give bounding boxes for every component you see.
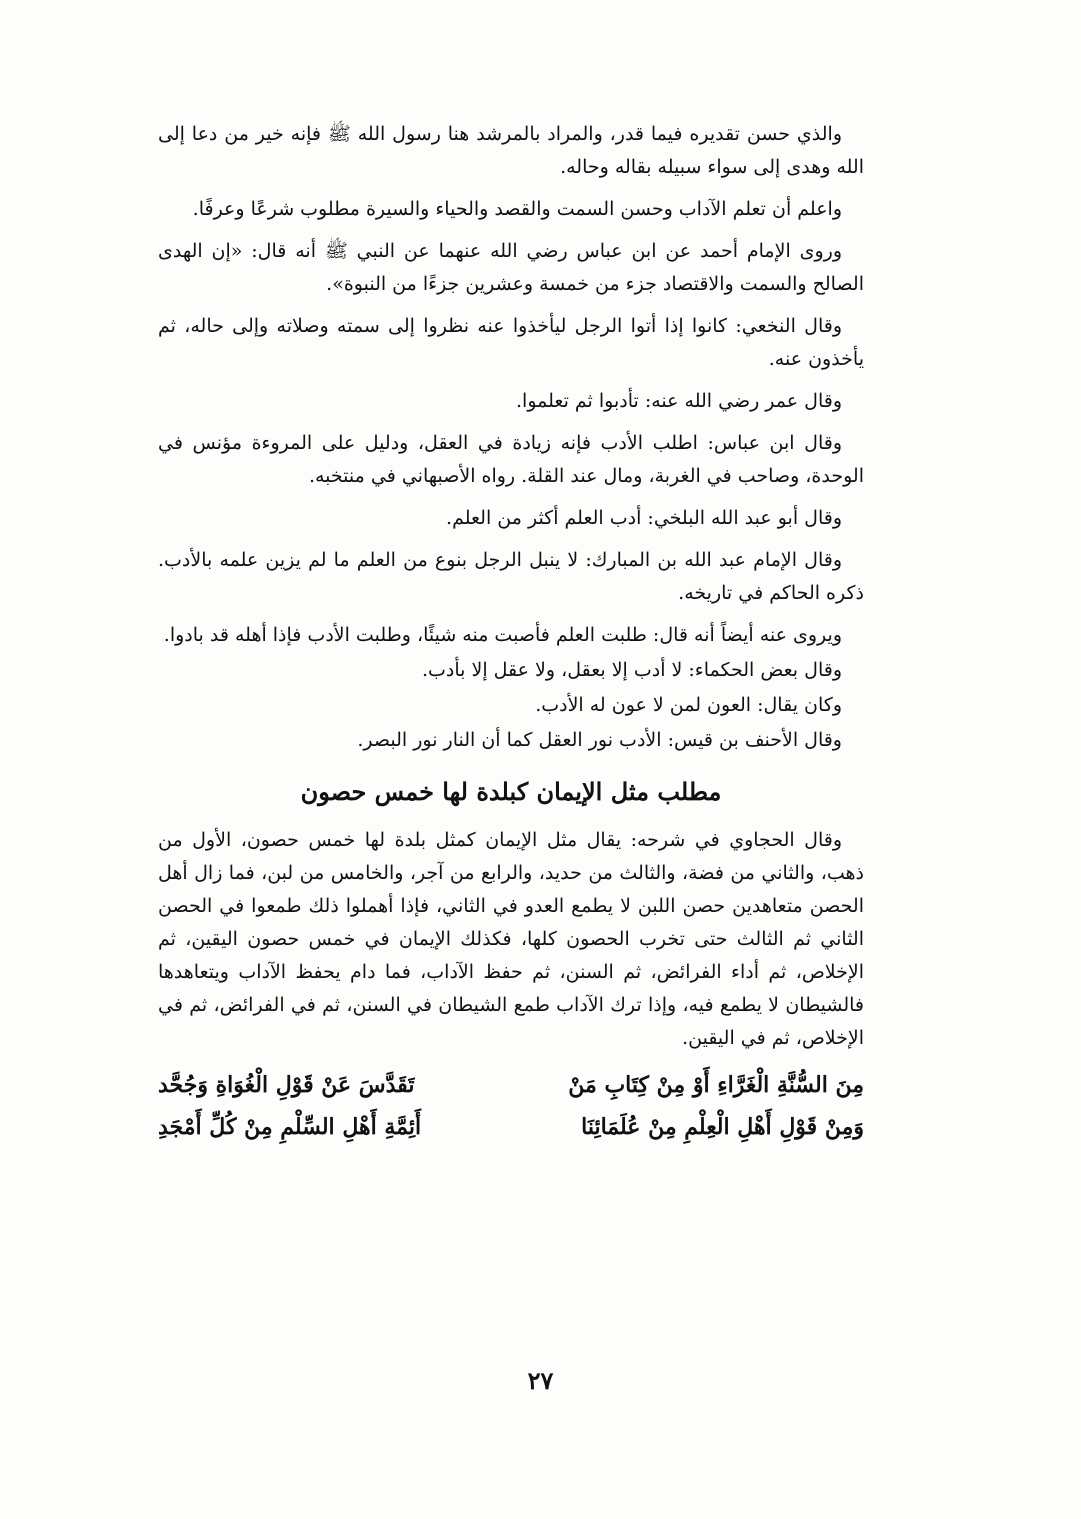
page-number: ٢٧	[527, 1366, 554, 1395]
poem-verse	[158, 1106, 864, 1148]
paragraph: وروى الإمام أحمد عن ابن عباس رضي الله عنهما عن النبي ﷺ أنه قال: «إن الهدى الصالح والسمت والاقتصاد جزء من خمسة وعشرين جزءًا من النبوة».	[158, 240, 864, 295]
verse-hemistich: أَئِمَّةِ أَهْلِ السِّلْمِ مِنْ كُلِّ أَمْجَدِ	[158, 1114, 422, 1140]
paragraph: وقال الأحنف بن قيس: الأدب نور العقل كما أن النار نور البصر.	[357, 729, 842, 751]
section-paragraph: وقال الحجاوي في شرحه: يقال مثل الإيمان كمثل بلدة لها خمس حصون، الأول من ذهب، والثاني من فضة، والثالث من حديد، والرابع من آجر، والخامس من لبن، فما زال أهل الحصن متعاهدين حصن اللبن لا يطمع العدو في الثاني، فإذا أهملوا ذلك طمعوا في الحصن الثاني ثم الثالث حتى تخرب الحصون كلها، فكذلك الإيمان في خمس حصون اليقين، ثم الإخلاص، ثم أداء الفرائض، ثم السنن، ثم حفظ الآداب، فما دام يحفظ الآداب ويتعاهدها فالشيطان لا يطمع فيه، وإذا ترك الآداب طمع الشيطان في السنن، ثم في الفرائض، ثم في الإخلاص، ثم في اليقين.	[158, 829, 864, 1049]
poem-verse	[158, 1064, 864, 1106]
paragraph: وقال الإمام عبد الله بن المبارك: لا ينبل الرجل بنوع من العلم ما لم يزين علمه بالأدب. ذكره الحاكم في تاريخه.	[158, 549, 864, 604]
poem	[158, 1064, 864, 1148]
paragraph: وقال بعض الحكماء: لا أدب إلا بعقل، ولا عقل إلا بأدب.	[421, 659, 842, 681]
paragraph: وقال عمر رضي الله عنه: تأدبوا ثم تعلموا.	[516, 390, 842, 412]
verse-hemistich: وَمِنْ قَوْلِ أَهْلِ الْعِلْمِ مِنْ عُلَمَائِنَا	[581, 1114, 864, 1140]
verse-hemistich: تَقَدَّسَ عَنْ قَوْلِ الْغُوَاةِ وَجُحَّد	[158, 1072, 415, 1098]
paragraph: واعلم أن تعلم الآداب وحسن السمت والقصد والحياء والسيرة مطلوب شرعًا وعرفًا.	[192, 198, 842, 220]
verse-hemistich: مِنَ السُّنَّةِ الْغَرَّاءِ أَوْ مِنْ كِتَابِ مَنْ	[568, 1072, 864, 1098]
paragraph: والذي حسن تقديره فيما قدر، والمراد بالمرشد هنا رسول الله ﷺ فإنه خير من دعا إلى الله وهدى إلى سواء سبيله بقاله وحاله.	[158, 123, 864, 178]
paragraph: وقال النخعي: كانوا إذا أتوا الرجل ليأخذوا عنه نظروا إلى سمته وصلاته وإلى حاله، ثم يأخذون عنه.	[158, 315, 864, 370]
page-body	[158, 118, 864, 1148]
paragraph: وقال ابن عباس: اطلب الأدب فإنه زيادة في العقل، ودليل على المروءة مؤنس في الوحدة، وصاحب في الغربة، ومال عند القلة. رواه الأصبهاني في منتخبه.	[158, 432, 864, 487]
section-heading: مطلب مثل الإيمان كبلدة لها خمس حصون	[300, 777, 722, 806]
paragraph: وكان يقال: العون لمن لا عون له الأدب.	[535, 694, 842, 716]
paragraph: وقال أبو عبد الله البلخي: أدب العلم أكثر من العلم.	[446, 507, 842, 529]
paragraph: ويروى عنه أيضاً أنه قال: طلبت العلم فأصبت منه شيئًا، وطلبت الأدب فإذا أهله قد بادوا.	[163, 624, 842, 646]
